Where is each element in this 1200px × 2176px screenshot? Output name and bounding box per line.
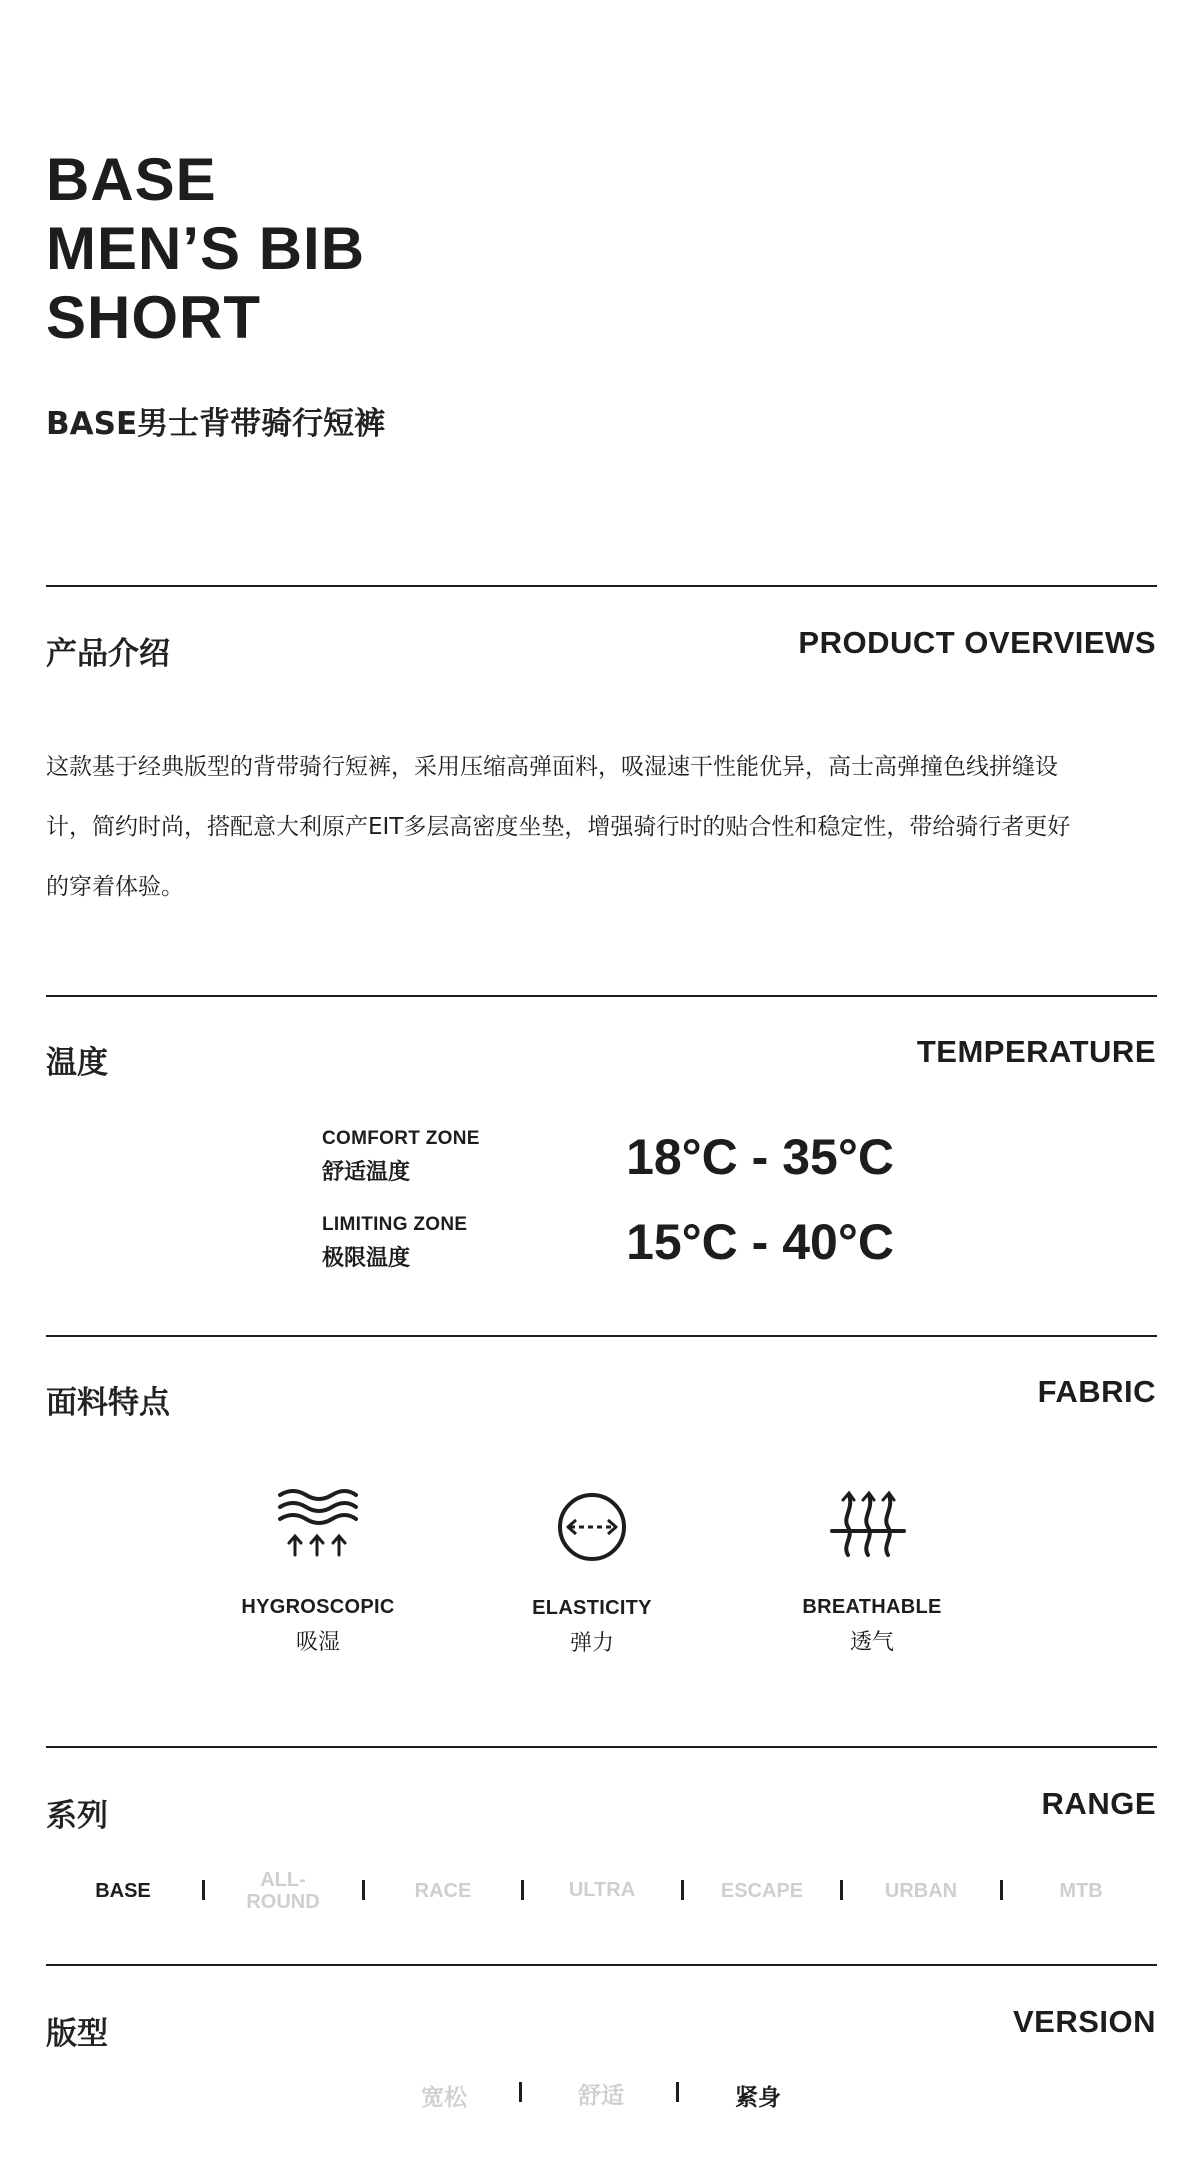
overview-heading-cn: 产品介绍 xyxy=(46,636,170,672)
range-separator xyxy=(1000,1880,1003,1900)
divider-version xyxy=(46,1964,1157,1966)
range-item-ultra[interactable]: ULTRA xyxy=(568,1879,636,1901)
elasticity-label-cn: 弹力 xyxy=(569,1631,614,1656)
range-heading-cn: 系列 xyxy=(46,1798,108,1834)
comfort-zone-label: COMFORT ZONE xyxy=(322,1128,480,1149)
fabric-heading-cn: 面料特点 xyxy=(46,1385,170,1421)
hygroscopic-label: HYGROSCOPIC xyxy=(241,1596,395,1618)
range-item-urban[interactable]: URBAN xyxy=(884,1880,958,1902)
range-item-escape[interactable]: ESCAPE xyxy=(720,1880,804,1902)
product-title-line-3: SHORT xyxy=(46,284,261,351)
divider-range xyxy=(46,1746,1157,1748)
overview-line-2: 计，简约时尚，搭配意大利原产EIT多层高密度坐垫，增强骑行时的贴合性和稳定性，带给骑行者更好 xyxy=(46,814,1071,840)
overview-line-3: 的穿着体验。 xyxy=(46,874,184,900)
elasticity-label: ELASTICITY xyxy=(532,1597,652,1619)
product-title-line-1: BASE xyxy=(46,146,217,213)
range-separator xyxy=(521,1880,524,1900)
version-heading-cn: 版型 xyxy=(46,2016,108,2052)
range-separator xyxy=(362,1880,365,1900)
fabric-heading-en: FABRIC xyxy=(1037,1374,1156,1409)
hygroscopic-icon xyxy=(268,1485,368,1565)
range-item-mtb[interactable]: MTB xyxy=(1059,1880,1103,1902)
divider-temperature xyxy=(46,995,1157,997)
breathable-label-cn: 透气 xyxy=(849,1630,894,1655)
version-separator xyxy=(676,2082,679,2102)
overview-description xyxy=(46,737,1186,917)
range-heading-en: RANGE xyxy=(1041,1786,1156,1821)
elasticity-icon xyxy=(542,1487,642,1567)
limiting-zone-label: LIMITING ZONE xyxy=(322,1214,468,1235)
version-heading-en: VERSION xyxy=(1012,2004,1156,2039)
version-item-tight[interactable]: 紧身 xyxy=(735,2085,781,2111)
breathable-label: BREATHABLE xyxy=(802,1596,942,1618)
range-item-all-round[interactable]: ALL- ROUND xyxy=(246,1869,320,1913)
overview-heading-en: PRODUCT OVERVIEWS xyxy=(798,625,1156,660)
range-separator xyxy=(840,1880,843,1900)
divider-fabric xyxy=(46,1335,1157,1337)
comfort-zone-range: 18°C - 35°C xyxy=(626,1129,894,1185)
range-item-base[interactable]: BASE xyxy=(95,1880,151,1902)
divider-overview xyxy=(46,585,1157,587)
comfort-zone-label-cn: 舒适温度 xyxy=(322,1160,411,1185)
temperature-heading-en: TEMPERATURE xyxy=(916,1034,1156,1069)
version-separator xyxy=(519,2082,522,2102)
product-title-line-2: MEN’S BIB xyxy=(46,215,366,282)
range-separator xyxy=(681,1880,684,1900)
range-separator xyxy=(202,1880,205,1900)
temperature-heading-cn: 温度 xyxy=(46,1045,108,1081)
limiting-zone-label-cn: 极限温度 xyxy=(322,1246,411,1271)
product-subtitle: BASE男士背带骑行短裤 xyxy=(46,406,386,442)
hygroscopic-label-cn: 吸湿 xyxy=(295,1630,340,1655)
overview-line-1: 这款基于经典版型的背带骑行短裤，采用压缩高弹面料，吸湿速干性能优异，高士高弹撞色线拼缝设 xyxy=(46,754,1058,780)
version-item-comfort[interactable]: 舒适 xyxy=(578,2083,624,2109)
limiting-zone-range: 15°C - 40°C xyxy=(626,1214,894,1270)
range-item-race[interactable]: RACE xyxy=(414,1880,472,1902)
breathable-icon xyxy=(822,1485,922,1565)
version-item-loose[interactable]: 宽松 xyxy=(421,2085,467,2111)
